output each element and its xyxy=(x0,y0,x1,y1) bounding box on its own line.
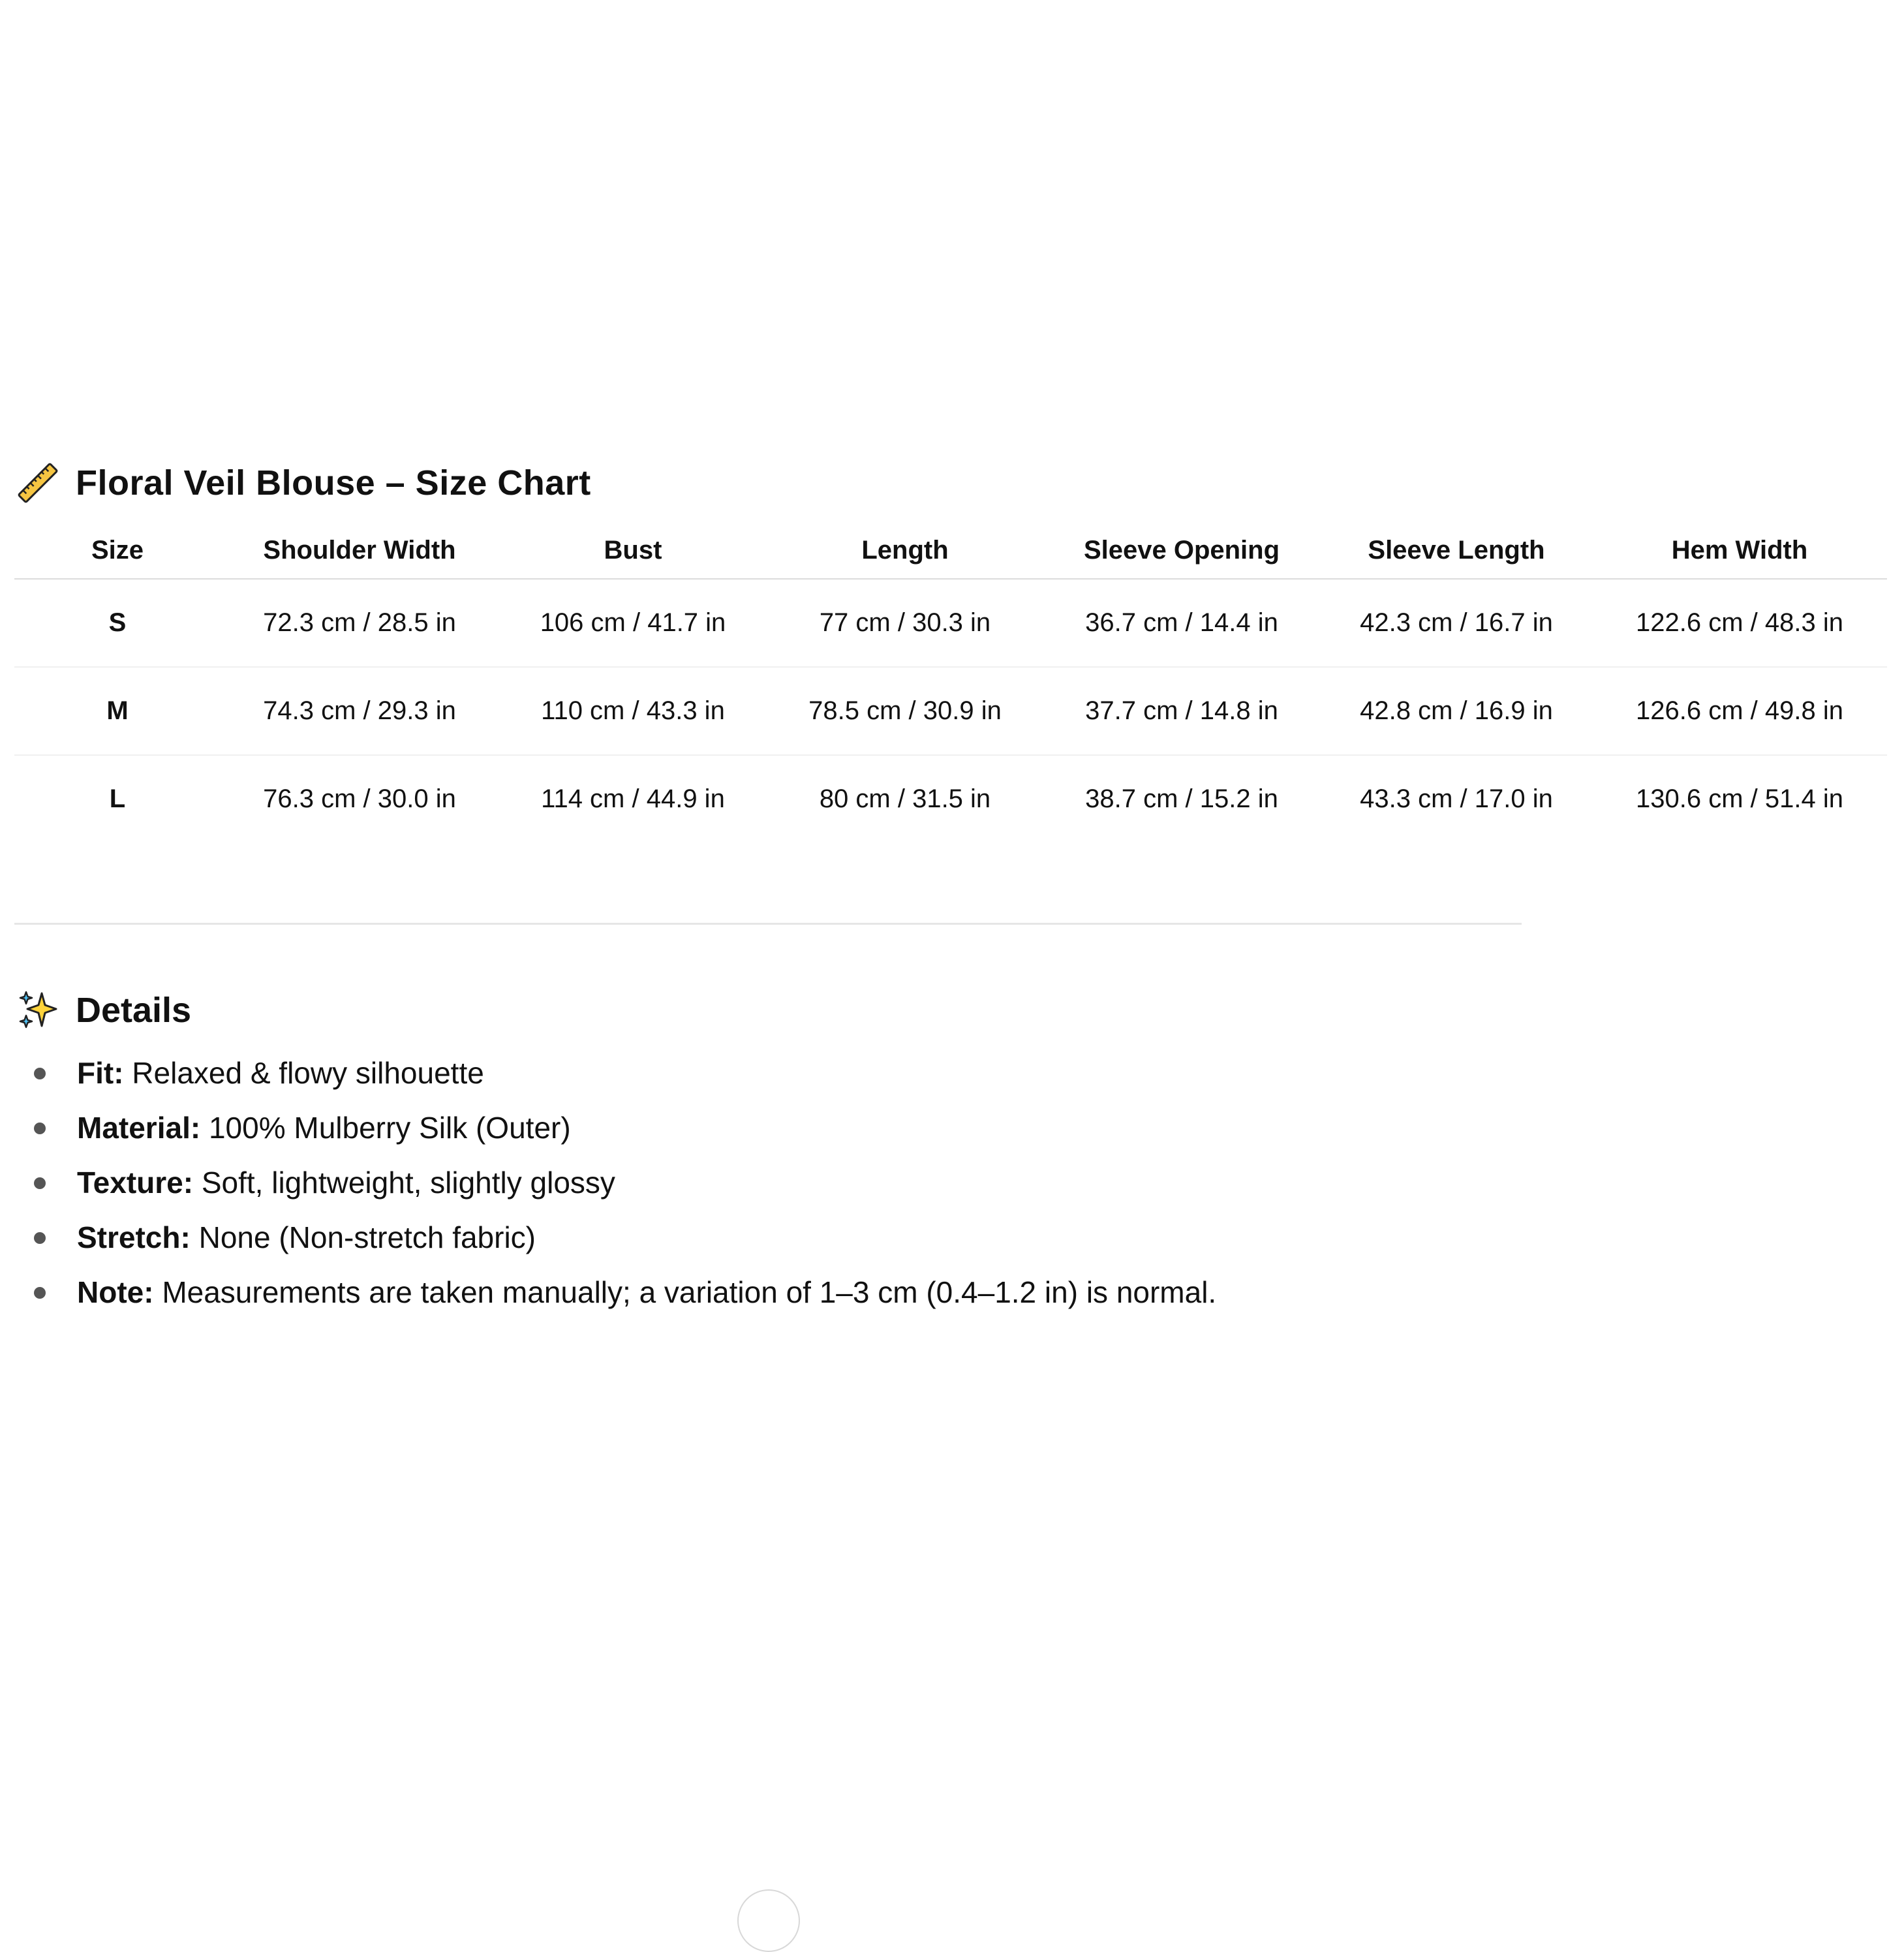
bullet-icon xyxy=(34,1287,46,1299)
table-row xyxy=(14,755,1887,843)
table-cell: 78.5 cm / 30.9 in xyxy=(767,667,1043,755)
detail-key: Material: xyxy=(77,1111,201,1145)
scroll-indicator[interactable] xyxy=(737,1889,800,1952)
table-cell: 37.7 cm / 14.8 in xyxy=(1043,667,1321,755)
bullet-icon xyxy=(34,1068,46,1079)
size-table xyxy=(14,522,1887,843)
column-header-sleeve-opening: Sleeve Opening xyxy=(1043,522,1321,579)
detail-value: 100% Mulberry Silk (Outer) xyxy=(200,1111,571,1145)
details-list xyxy=(0,1046,1216,1320)
sparkles-icon xyxy=(17,989,59,1031)
table-cell: 42.8 cm / 16.9 in xyxy=(1321,667,1592,755)
detail-value: Measurements are taken manually; a variation of 1–3 cm (0.4–1.2 in) is normal. xyxy=(153,1275,1217,1309)
section-divider xyxy=(14,923,1522,925)
table-header-row xyxy=(14,522,1887,579)
size-label: L xyxy=(109,784,126,813)
table-cell: 43.3 cm / 17.0 in xyxy=(1360,784,1553,813)
detail-value: Relaxed & flowy silhouette xyxy=(123,1056,484,1090)
table-cell: 114 cm / 44.9 in xyxy=(541,784,725,813)
table-cell: 77 cm / 30.3 in xyxy=(767,579,1043,667)
detail-key: Texture: xyxy=(77,1166,194,1200)
detail-value: Soft, lightweight, slightly glossy xyxy=(193,1166,615,1200)
detail-value: None (Non-stretch fabric) xyxy=(190,1220,536,1254)
table-cell: 72.3 cm / 28.5 in xyxy=(221,579,499,667)
ruler-icon xyxy=(17,462,59,504)
table-cell: 122.6 cm / 48.3 in xyxy=(1592,579,1887,667)
column-header-shoulder-width: Shoulder Width xyxy=(221,522,499,579)
column-header-size: Size xyxy=(14,522,221,579)
size-chart-title xyxy=(17,457,591,509)
list-item-stretch xyxy=(0,1210,1216,1265)
list-item-texture xyxy=(0,1155,1216,1210)
table-row xyxy=(14,579,1887,667)
table-row xyxy=(14,667,1887,755)
table-cell: 80 cm / 31.5 in xyxy=(819,784,991,813)
bullet-icon xyxy=(34,1123,46,1134)
table-cell: 36.7 cm / 14.4 in xyxy=(1043,579,1321,667)
page-title: Floral Veil Blouse – Size Chart xyxy=(76,463,591,503)
bullet-icon xyxy=(34,1177,46,1189)
size-label: S xyxy=(14,579,221,667)
table-cell: 130.6 cm / 51.4 in xyxy=(1636,784,1843,813)
list-item-note xyxy=(0,1265,1216,1320)
column-header-length: Length xyxy=(767,522,1043,579)
column-header-sleeve-length: Sleeve Length xyxy=(1321,522,1592,579)
detail-key: Stretch: xyxy=(77,1220,191,1254)
detail-key: Fit: xyxy=(77,1056,124,1090)
table-cell: 76.3 cm / 30.0 in xyxy=(263,784,456,813)
column-header-hem-width: Hem Width xyxy=(1592,522,1887,579)
table-cell: 38.7 cm / 15.2 in xyxy=(1085,784,1278,813)
details-title: Details xyxy=(76,991,192,1030)
column-header-bust: Bust xyxy=(499,522,767,579)
table-cell: 74.3 cm / 29.3 in xyxy=(221,667,499,755)
details-heading xyxy=(17,984,191,1036)
size-label: M xyxy=(14,667,221,755)
table-cell: 42.3 cm / 16.7 in xyxy=(1321,579,1592,667)
table-cell: 126.6 cm / 49.8 in xyxy=(1592,667,1887,755)
list-item-fit xyxy=(0,1046,1216,1100)
table-cell: 110 cm / 43.3 in xyxy=(499,667,767,755)
detail-key: Note: xyxy=(77,1275,154,1309)
table-cell: 106 cm / 41.7 in xyxy=(499,579,767,667)
bullet-icon xyxy=(34,1232,46,1244)
list-item-material xyxy=(0,1100,1216,1155)
